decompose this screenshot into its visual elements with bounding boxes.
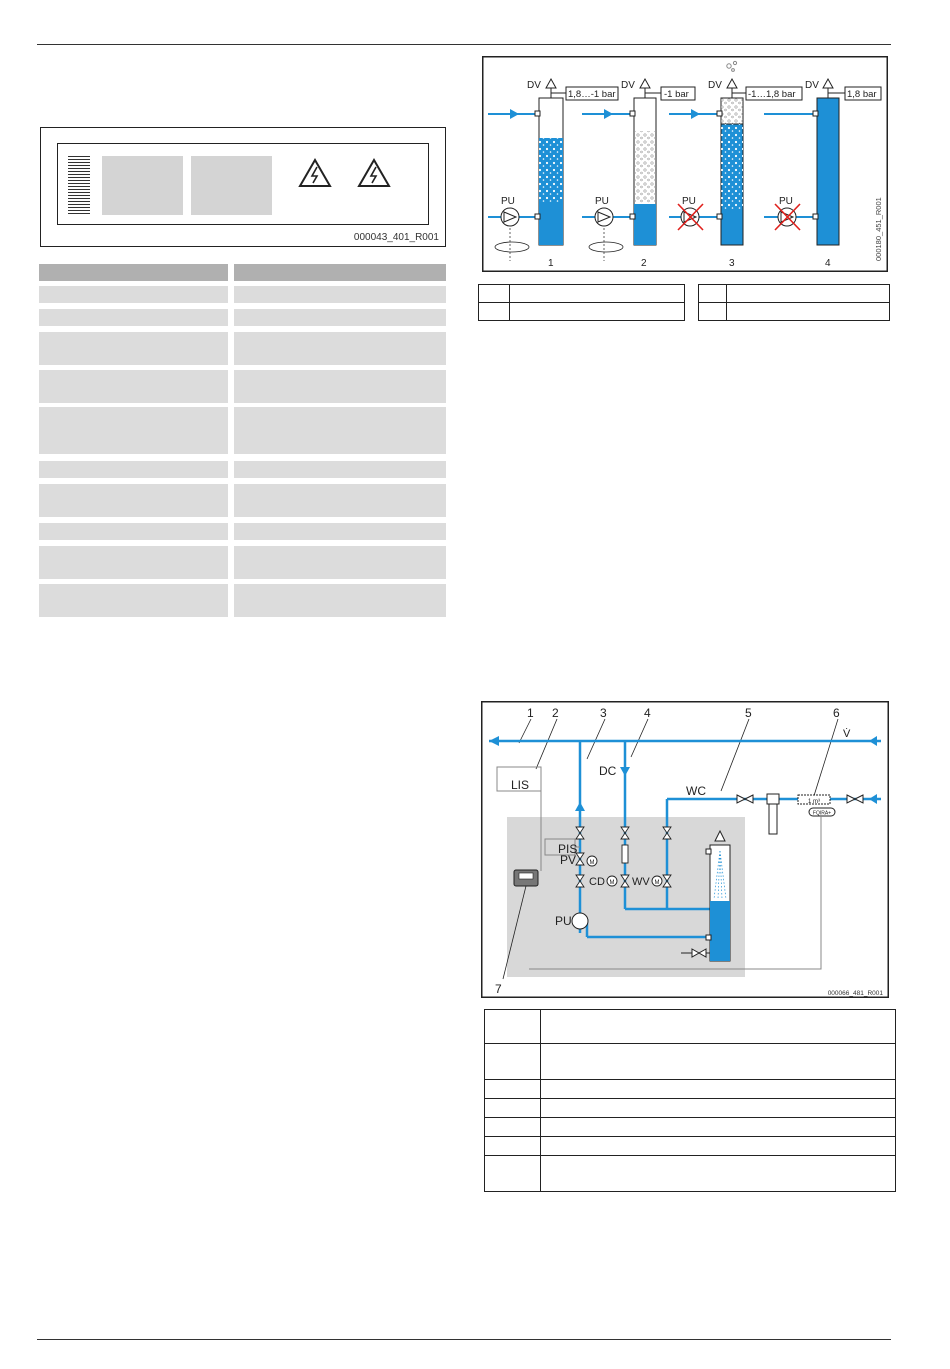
pu-label: PU [595, 196, 609, 207]
meter-label: 1 m³ [808, 799, 820, 805]
motor-label: M [589, 860, 595, 866]
degassing-cycle-figure [482, 56, 888, 272]
table-row [39, 286, 446, 303]
pv-label: PV [560, 853, 577, 867]
cd-label: CD [589, 876, 605, 888]
callout: 1 [527, 706, 534, 720]
wc-label: WC [686, 784, 706, 798]
legend-table [484, 1009, 896, 1192]
table-row [39, 370, 446, 403]
table-row [39, 461, 446, 478]
pis-label: PIS [558, 842, 578, 856]
motor-label: M [609, 880, 615, 886]
dv-label: DV [805, 80, 819, 91]
high-voltage-warning-icon [357, 158, 391, 188]
pressure-label: -1 bar [664, 89, 689, 100]
table-row [39, 407, 446, 454]
flow-label: V̇ [843, 728, 851, 740]
dv-label: DV [527, 80, 541, 91]
pu-label: PU [555, 914, 572, 928]
fqira-label: FQIRA+ [812, 810, 832, 817]
pu-label: PU [501, 196, 515, 207]
callout: 2 [552, 706, 559, 720]
step-label: 2 [641, 258, 647, 269]
callout: 7 [495, 982, 502, 996]
pressure-label: 1,8 bar [847, 89, 877, 100]
callout: 6 [833, 706, 840, 720]
figure-id: 000043_401_R001 [353, 232, 439, 243]
nameplate-field-left [102, 156, 183, 215]
high-voltage-warning-icon [298, 158, 332, 188]
dv-label: DV [708, 80, 722, 91]
dc-label: DC [599, 764, 617, 778]
nameplate-field-right [191, 156, 272, 215]
legend-table-left [478, 284, 685, 321]
pu-label: PU [682, 196, 696, 207]
figure-id: 000180_451_R001 [874, 197, 883, 261]
wv-label: WV [632, 876, 650, 888]
footer-rule [37, 1339, 891, 1340]
step-label: 4 [825, 258, 831, 269]
header-rule [37, 44, 891, 45]
table-row [39, 584, 446, 617]
table-row [39, 309, 446, 326]
table-row [39, 523, 446, 540]
nameplate-figure [40, 127, 446, 247]
lis-label: LIS [511, 778, 530, 792]
table-row [39, 484, 446, 517]
callout: 5 [745, 706, 752, 720]
barcode-lines [68, 156, 90, 216]
pu-label: PU [779, 196, 793, 207]
motor-label: M [654, 880, 660, 886]
pressure-label: 1,8…-1 bar [568, 89, 616, 100]
nameplate [57, 143, 429, 225]
legend-table-right [698, 284, 890, 321]
step-label: 3 [729, 258, 735, 269]
step-label: 1 [548, 258, 554, 269]
callout: 3 [600, 706, 607, 720]
system-schematic-figure [481, 701, 889, 998]
table-row [39, 332, 446, 365]
pressure-label: -1…1,8 bar [748, 89, 796, 100]
table-header-row [39, 264, 446, 281]
table-row [39, 546, 446, 579]
figure-id: 000066_481_R001 [827, 990, 883, 997]
callout: 4 [644, 706, 651, 720]
dv-label: DV [621, 80, 635, 91]
